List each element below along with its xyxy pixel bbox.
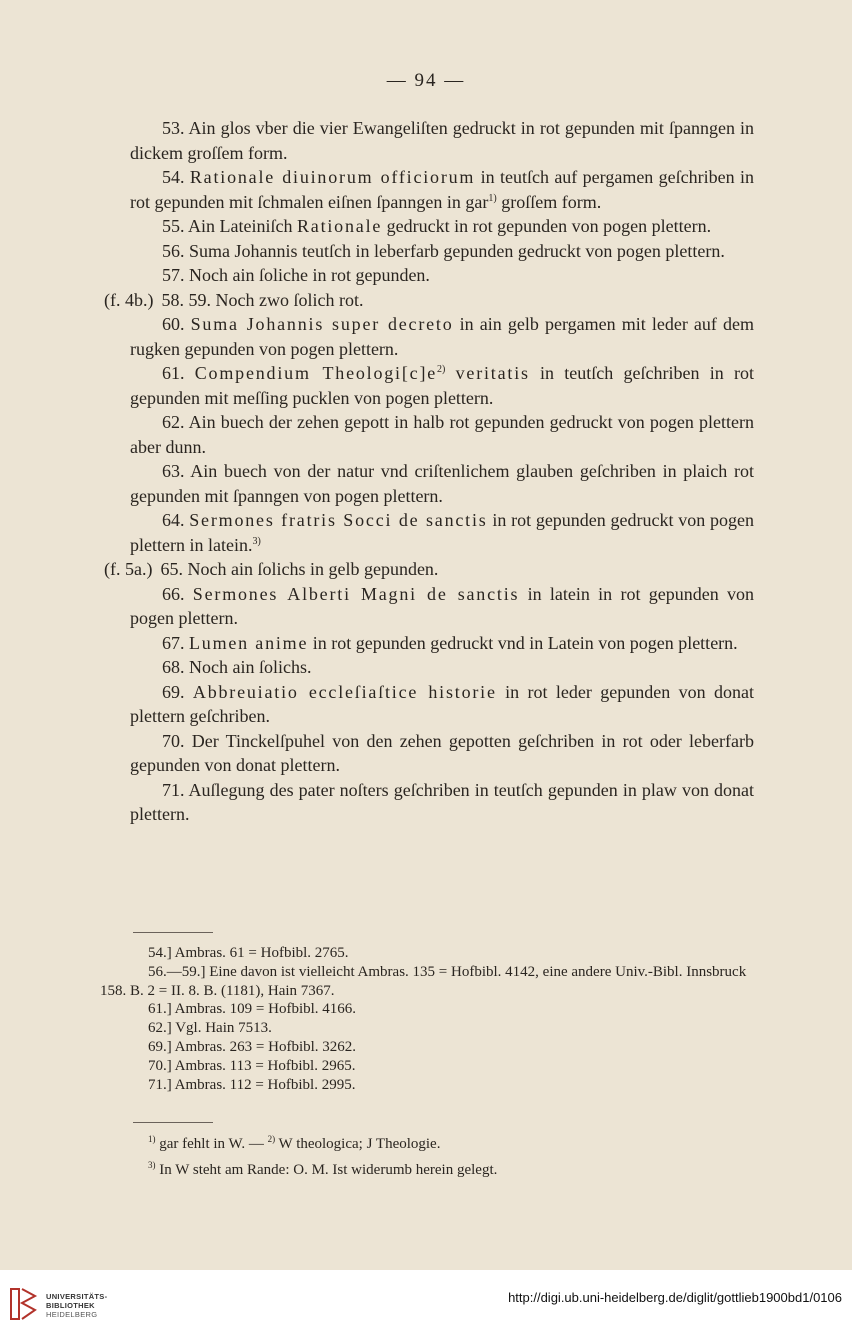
entry-text: in rot leder gepunden von donat plettern geſchriben. [130, 681, 754, 726]
entry-text: 65. Noch ain ſolichs in gelb gepunden. [160, 559, 439, 579]
catalog-entry [130, 459, 754, 508]
entry-text [445, 363, 455, 383]
catalog-entry [130, 239, 754, 264]
catalog-entry [130, 582, 754, 631]
editorial-note: 56.—59.] Eine davon ist vielleicht Ambras. 135 = Hofbibl. 4142, eine andere Univ.-Bibl. Innsbruck 158. B. 2 = II. 8. B. (1181), Hain 7367. [100, 963, 747, 999]
catalog-entry [130, 631, 754, 656]
editorial-notes [100, 944, 756, 1094]
footnote-mark: 2) [267, 1134, 276, 1144]
editorial-note: 71.] Ambras. 112 = Hofbibl. 2995. [148, 1076, 356, 1093]
spaced-title: Abbreuiatio eccleſiaſtice historie [192, 681, 497, 702]
entry-text: 71. Auſlegung des pater noſters geſchriben in teutſch gepunden in plaw von donat plettern. [130, 779, 754, 824]
entry-text: gedruckt in rot gepunden von pogen plettern. [382, 216, 712, 236]
entry-text: in latein in rot gepunden von pogen plettern. [130, 583, 754, 628]
editorial-note: 69.] Ambras. 263 = Hofbibl. 3262. [148, 1038, 357, 1055]
footnote-ref: 3) [252, 535, 261, 547]
entry-text: groſſem form. [496, 191, 602, 212]
spaced-title: veritatis [455, 363, 530, 383]
catalog-entry [104, 557, 754, 582]
catalog-entry [130, 655, 754, 680]
catalog-entry [130, 116, 754, 165]
entry-text: 53. Ain glos vber die vier Ewangeliſten gedruckt in rot gepunden mit ſpanngen in dickem groſſem form. [130, 118, 754, 163]
entry-text: 63. Ain buech von der natur vnd criſtenlichem glauben geſchriben in plaich rot gepunden mit ſpanngen von pogen plettern. [130, 461, 754, 506]
entry-text: 56. Suma Johannis teutſch in leberfarb gepunden gedruckt von pogen plettern. [162, 240, 725, 261]
footnote [148, 1155, 756, 1181]
footnote-text: W theologica; J Theologie. [275, 1136, 441, 1152]
library-name-line: HEIDELBERG [46, 1310, 98, 1319]
footnote-mark: 1) [148, 1134, 156, 1144]
entry-text: 57. Noch ain ſoliche in rot gepunden. [162, 265, 430, 285]
page-number: — 94 — [386, 70, 466, 91]
catalog-entry [130, 410, 754, 459]
spaced-title: Suma Johannis super decreto [190, 314, 454, 334]
entry-text: in teutſch geſchriben in rot gepunden mit meſſing pucklen von pogen plettern. [130, 363, 754, 408]
entry-text: 62. Ain buech der zehen gepott in halb rot gepunden gedruckt von pogen plettern aber dunn. [130, 412, 754, 457]
editorial-note: 62.] Vgl. Hain 7513. [148, 1020, 272, 1037]
entry-text: 70. Der Tinckelſpuhel von den zehen gepotten geſchriben in rot oder leberfarb gepunden von donat plettern. [130, 730, 754, 775]
catalog-entry [130, 312, 754, 361]
footnotes-divider [133, 1122, 213, 1123]
catalog-entry [130, 680, 754, 729]
editorial-note: 61.] Ambras. 109 = Hofbibl. 4166. [148, 1001, 357, 1018]
footnotes [148, 1129, 756, 1181]
entry-text: in rot gepunden gedruckt von pogen plettern in latein. [130, 510, 754, 555]
footnote-text: gar fehlt in W. — [155, 1136, 268, 1152]
catalog-entry [130, 165, 754, 214]
spaced-title: Sermones Alberti Magni de sanctis [192, 583, 520, 604]
catalog-entry [130, 214, 754, 239]
source-url-link[interactable]: http://digi.ub.uni-heidelberg.de/diglit/gottlieb1900bd1/0106 [508, 1290, 842, 1305]
spaced-title: Compendium Theologi[c]e [194, 363, 438, 383]
footnote [148, 1129, 756, 1155]
spaced-title: Sermones fratris Socci de sanctis [189, 510, 488, 530]
catalog-entry [130, 263, 754, 288]
catalog-entry [130, 778, 754, 827]
entry-text: 67. [162, 632, 189, 653]
catalog-entries [104, 116, 755, 827]
catalog-entry [130, 729, 754, 778]
entry-text: 68. Noch ain ſolichs. [162, 657, 312, 677]
entry-text: 66. [162, 583, 193, 604]
entry-text: 69. [162, 681, 193, 702]
library-name-line: UNIVERSITÄTS- [46, 1292, 108, 1301]
spaced-title: Rationale [296, 216, 383, 236]
entry-text: 55. Ain Lateiniſch [162, 216, 297, 236]
spaced-title: Rationale diuinorum officiorum [189, 167, 476, 187]
library-name-line: BIBLIOTHEK [46, 1301, 95, 1310]
entry-text: in ain gelb pergamen mit leder auf dem rugken gepunden von pogen plettern. [130, 314, 755, 359]
notes-divider [133, 932, 213, 933]
footnote-ref: 1) [488, 192, 497, 204]
entry-text: 60. [162, 314, 191, 334]
editorial-note: 54.] Ambras. 61 = Hofbibl. 2765. [148, 945, 349, 961]
footnote-text: In W steht am Rande: O. M. Ist widerumb herein gelegt. [155, 1162, 498, 1178]
footnote-ref: 2) [437, 364, 446, 375]
university-library-logo-icon [8, 1286, 38, 1322]
entry-text: 64. [162, 510, 190, 530]
footnote-mark: 3) [148, 1160, 156, 1170]
spaced-title: Lumen anime [189, 632, 309, 653]
folio-marker: (f. 5a.) [104, 559, 153, 579]
catalog-entry [130, 508, 754, 557]
entry-text: 58. 59. Noch zwo ſolich rot. [161, 289, 364, 310]
editorial-note: 70.] Ambras. 113 = Hofbibl. 2965. [148, 1057, 356, 1074]
library-name [46, 1292, 107, 1319]
catalog-entry [130, 361, 754, 410]
catalog-entry [104, 288, 754, 313]
entry-text: in teutſch auf pergamen geſchriben in rot gepunden mit ſchmalen eiſnen ſpanngen in gar [130, 167, 755, 212]
entry-text: in rot gepunden gedruckt vnd in Latein von pogen plettern. [308, 632, 738, 653]
footer-bar [0, 1270, 852, 1341]
folio-marker: (f. 4b.) [104, 289, 154, 310]
entry-text: 54. [162, 167, 190, 187]
entry-text: 61. [162, 363, 195, 383]
